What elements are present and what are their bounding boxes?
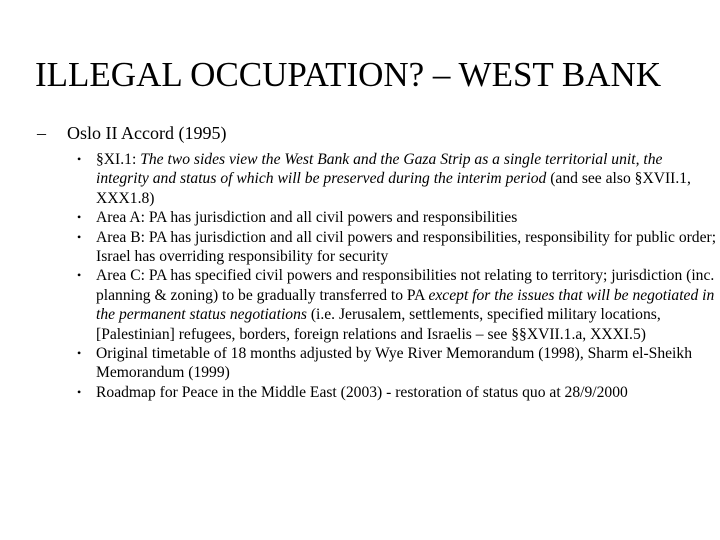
bullet-dot-icon: • [77, 152, 82, 166]
bullet-item [77, 228, 717, 267]
bullet-text-segment: (i.e. Jerusalem, settlements, specified military locations, [Palestinian] refugees, borders, foreign relations and Israelis – see §§XVII.1.a, XXXI.5) [96, 306, 661, 343]
bullet-text-italic: The two sides view the West Bank and the Gaza Strip as a single territorial unit, the integrity and status of which will be preserved during the interim period [96, 151, 663, 188]
bullet-dot-icon: • [77, 346, 82, 361]
bullet-text-segment: Roadmap for Peace in the Middle East (2003) - restoration of status quo at 28/9/2000 [96, 383, 628, 401]
bullet-dot-icon: • [77, 268, 82, 283]
bullet-dot-icon: • [77, 384, 82, 399]
bullet-text-segment: Original timetable of 18 months adjusted by Wye River Memorandum (1998), Sharm el-Sheikh Memorandum (1999) [96, 345, 692, 382]
bullet-text-segment: Area B: PA has jurisdiction and all civil powers and responsibilities, responsibility for public order; Israel has overriding responsibility for security [96, 228, 717, 266]
slide-title: ILLEGAL OCCUPATION? – WEST BANK [35, 55, 662, 94]
bullet-item [77, 344, 717, 383]
subheading-text: Oslo II Accord (1995) [67, 123, 227, 143]
bullet-text-segment: §XI.1: [96, 151, 141, 168]
bullet-list [77, 150, 717, 402]
bullet-text-segment: (and see also §XVII.1, XXX1.8) [96, 170, 691, 207]
subheading [37, 122, 226, 144]
bullet-item [77, 150, 717, 208]
bullet-item [77, 383, 717, 402]
bullet-item [77, 208, 717, 227]
bullet-text-italic: except for the issues that will be negotiated in the permanent status negotiations [96, 286, 715, 324]
bullet-dot-icon: • [77, 210, 82, 225]
dash-marker: – [37, 123, 46, 143]
bullet-text-segment: Area C: PA has specified civil powers and responsibilities not relating to territory; jurisdiction (inc. planning & zoning) to be gradually transferred to PA [96, 267, 715, 304]
bullet-dot-icon: • [77, 229, 82, 244]
bullet-item [77, 266, 717, 344]
bullet-text-segment: Area A: PA has jurisdiction and all civil powers and responsibilities [96, 209, 518, 227]
